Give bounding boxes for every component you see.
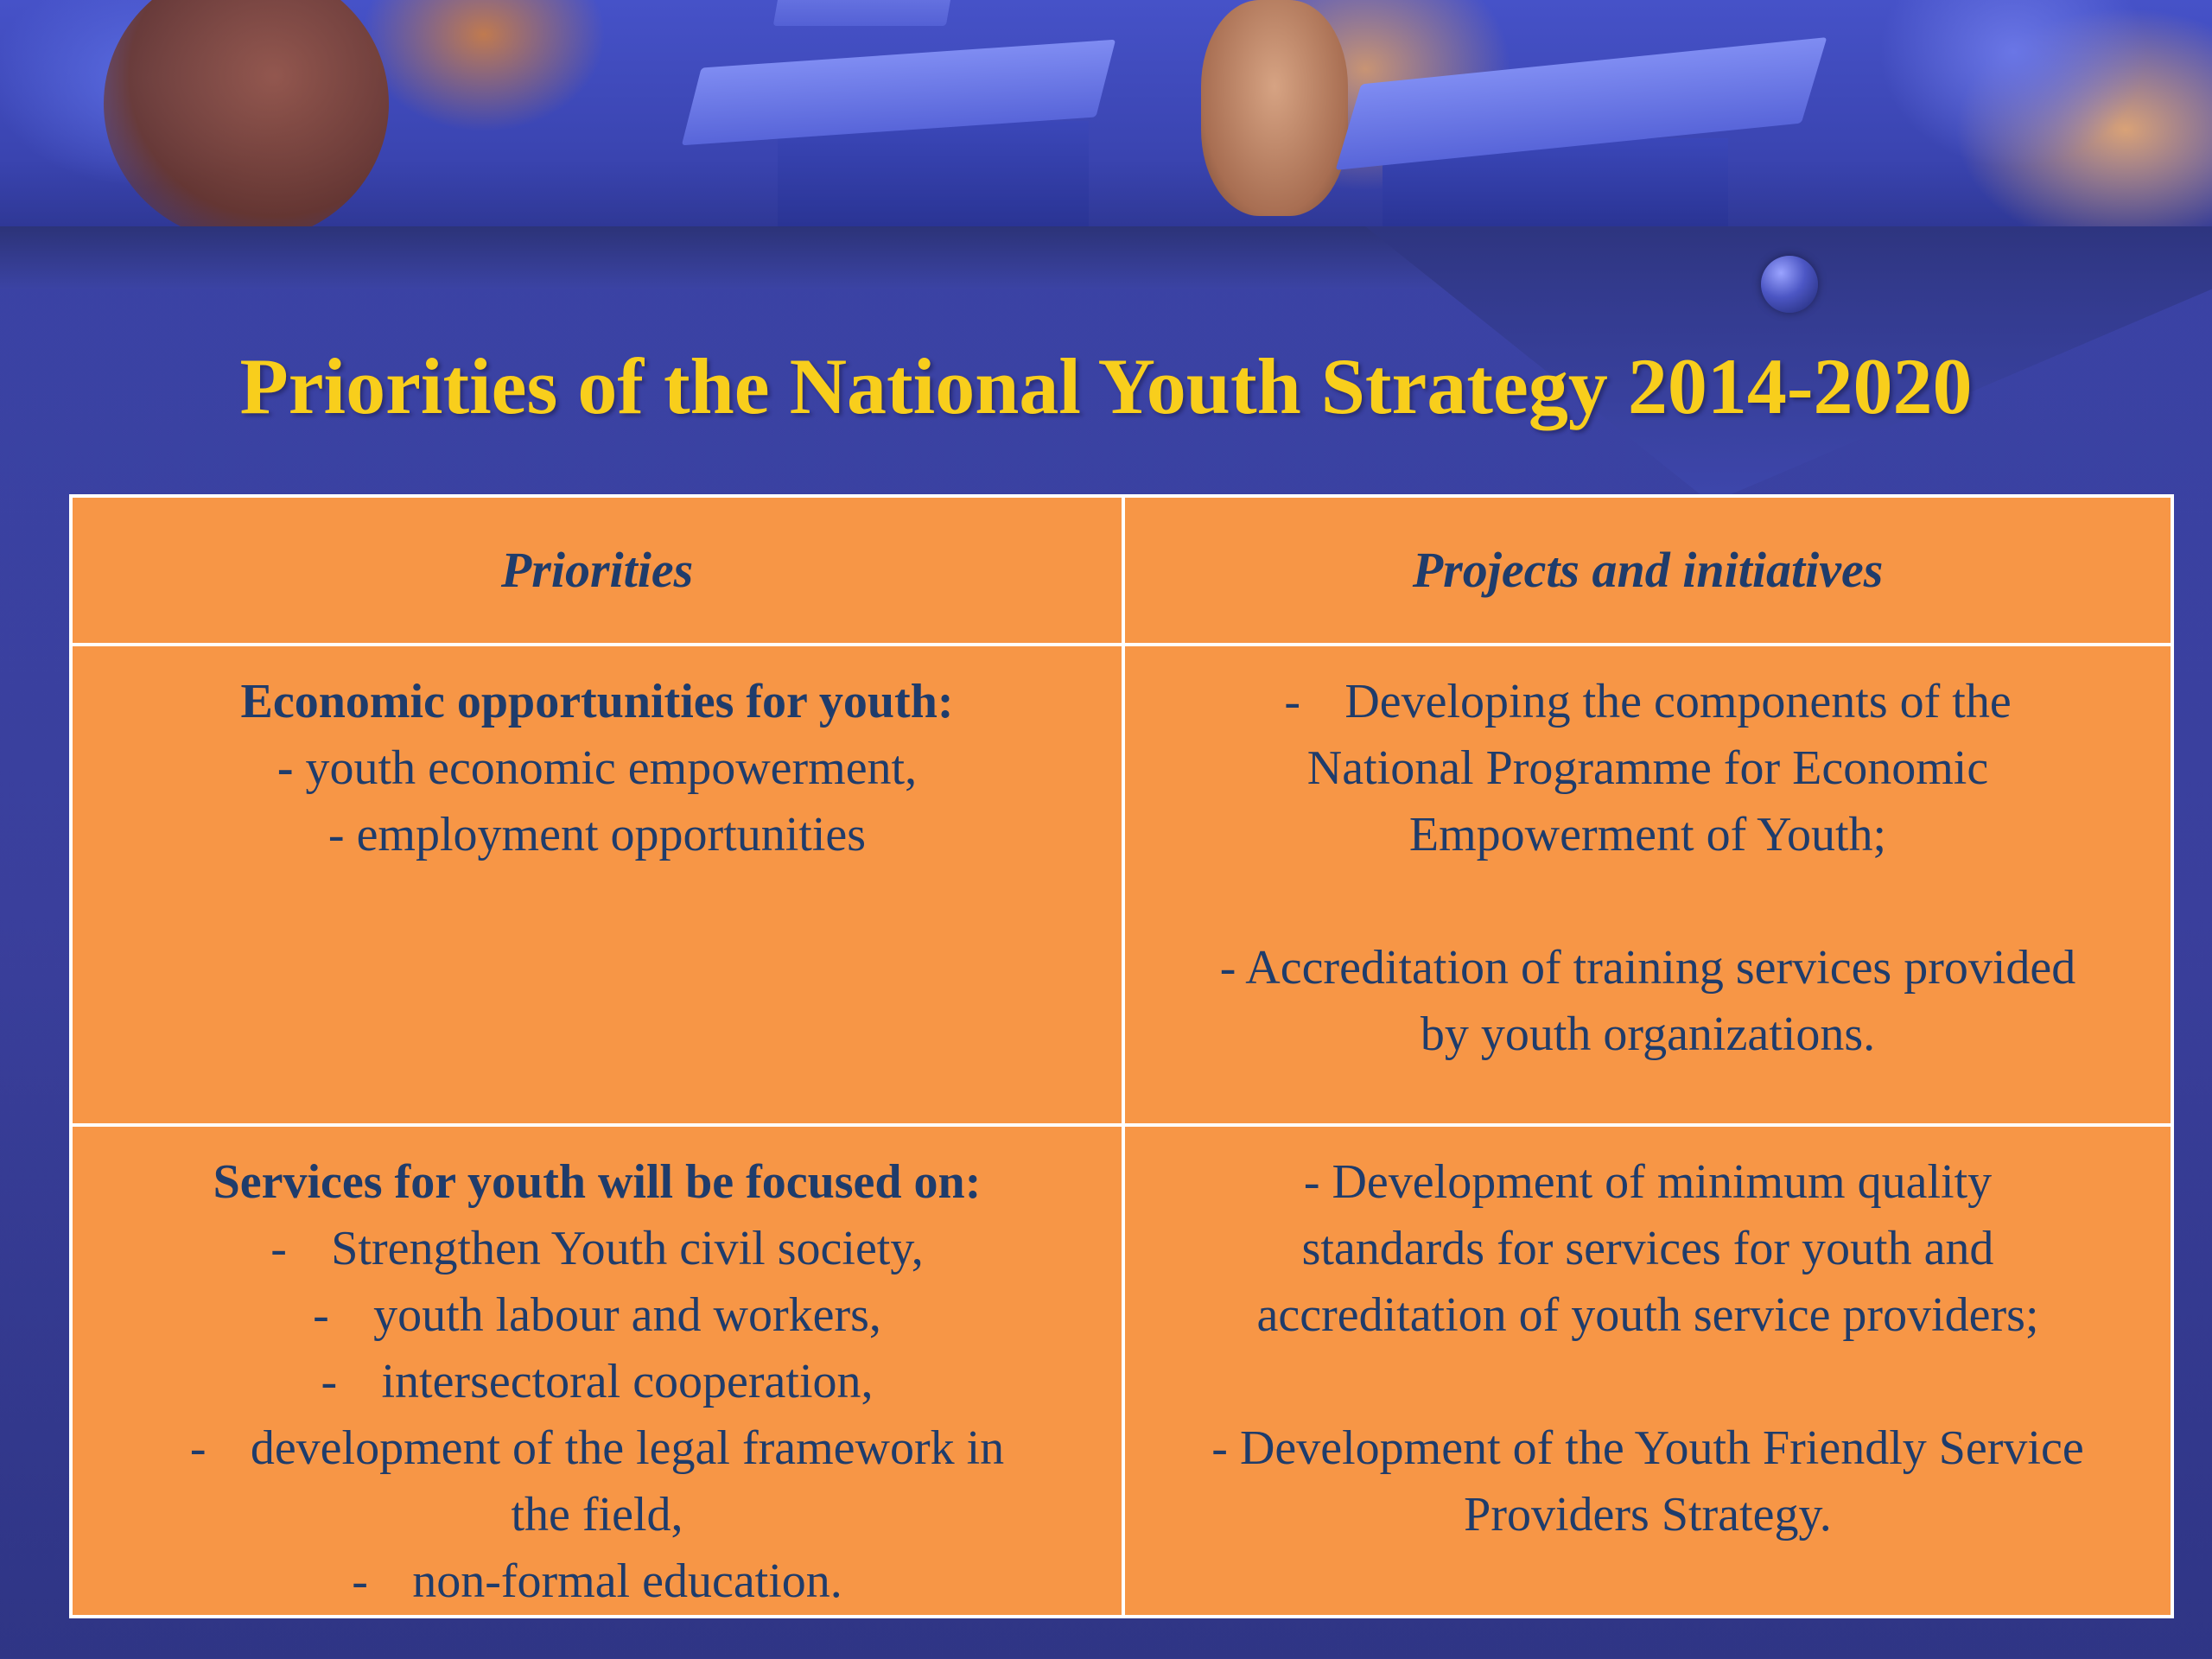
header-graduation-photo xyxy=(0,0,2212,226)
priority-heading: Economic opportunities for youth: xyxy=(240,675,954,728)
initiative-line: accreditation of youth service providers; xyxy=(1256,1288,2039,1342)
initiative-line: National Programme for Economic xyxy=(1306,741,1989,795)
priority-cell xyxy=(71,645,1123,1125)
priority-cell xyxy=(71,1125,1123,1617)
priority-item: - development of the legal framework in xyxy=(189,1421,1005,1475)
initiative-line: by youth organizations. xyxy=(1420,1007,1876,1061)
initiative-line: - Developing the components of the xyxy=(1284,675,2012,728)
priority-item: - youth economic empowerment, xyxy=(276,741,918,795)
priorities-table xyxy=(69,494,2174,1618)
initiatives-cell xyxy=(1123,1125,2172,1617)
priority-item: - non-formal education. xyxy=(352,1554,842,1608)
initiatives-cell xyxy=(1123,645,2172,1125)
priority-heading: Services for youth will be focused on: xyxy=(213,1155,982,1209)
priority-item: - employment opportunities xyxy=(327,808,867,861)
initiative-line: - Development of minimum quality xyxy=(1303,1155,1993,1209)
initiative-line: Empowerment of Youth; xyxy=(1408,808,1887,861)
decorative-orb xyxy=(1761,256,1818,313)
priority-item: - youth labour and workers, xyxy=(313,1288,881,1342)
priority-item: - Strengthen Youth civil society, xyxy=(270,1222,924,1275)
initiative-line: - Development of the Youth Friendly Service xyxy=(1211,1421,2084,1475)
table-row xyxy=(71,645,2172,1125)
header-priorities: Priorities xyxy=(71,496,1123,645)
photo-graduation-cap xyxy=(773,0,956,26)
header-projects-initiatives: Projects and initiatives xyxy=(1123,496,2172,645)
initiative-line: standards for services for youth and xyxy=(1301,1222,1994,1275)
priority-item: - intersectoral cooperation, xyxy=(321,1355,874,1408)
initiative-line: - Accreditation of training services provided xyxy=(1219,941,2076,995)
priority-item: the field, xyxy=(511,1488,683,1541)
photo-person-hair xyxy=(104,0,389,226)
photo-gown xyxy=(778,121,1089,226)
table-row xyxy=(71,1125,2172,1617)
table-header-row xyxy=(71,496,2172,645)
photo-person-face xyxy=(1201,0,1348,216)
initiative-line: Providers Strategy. xyxy=(1464,1488,1832,1541)
slide-title: Priorities of the National Youth Strategy 2014-2020 xyxy=(239,342,1973,430)
